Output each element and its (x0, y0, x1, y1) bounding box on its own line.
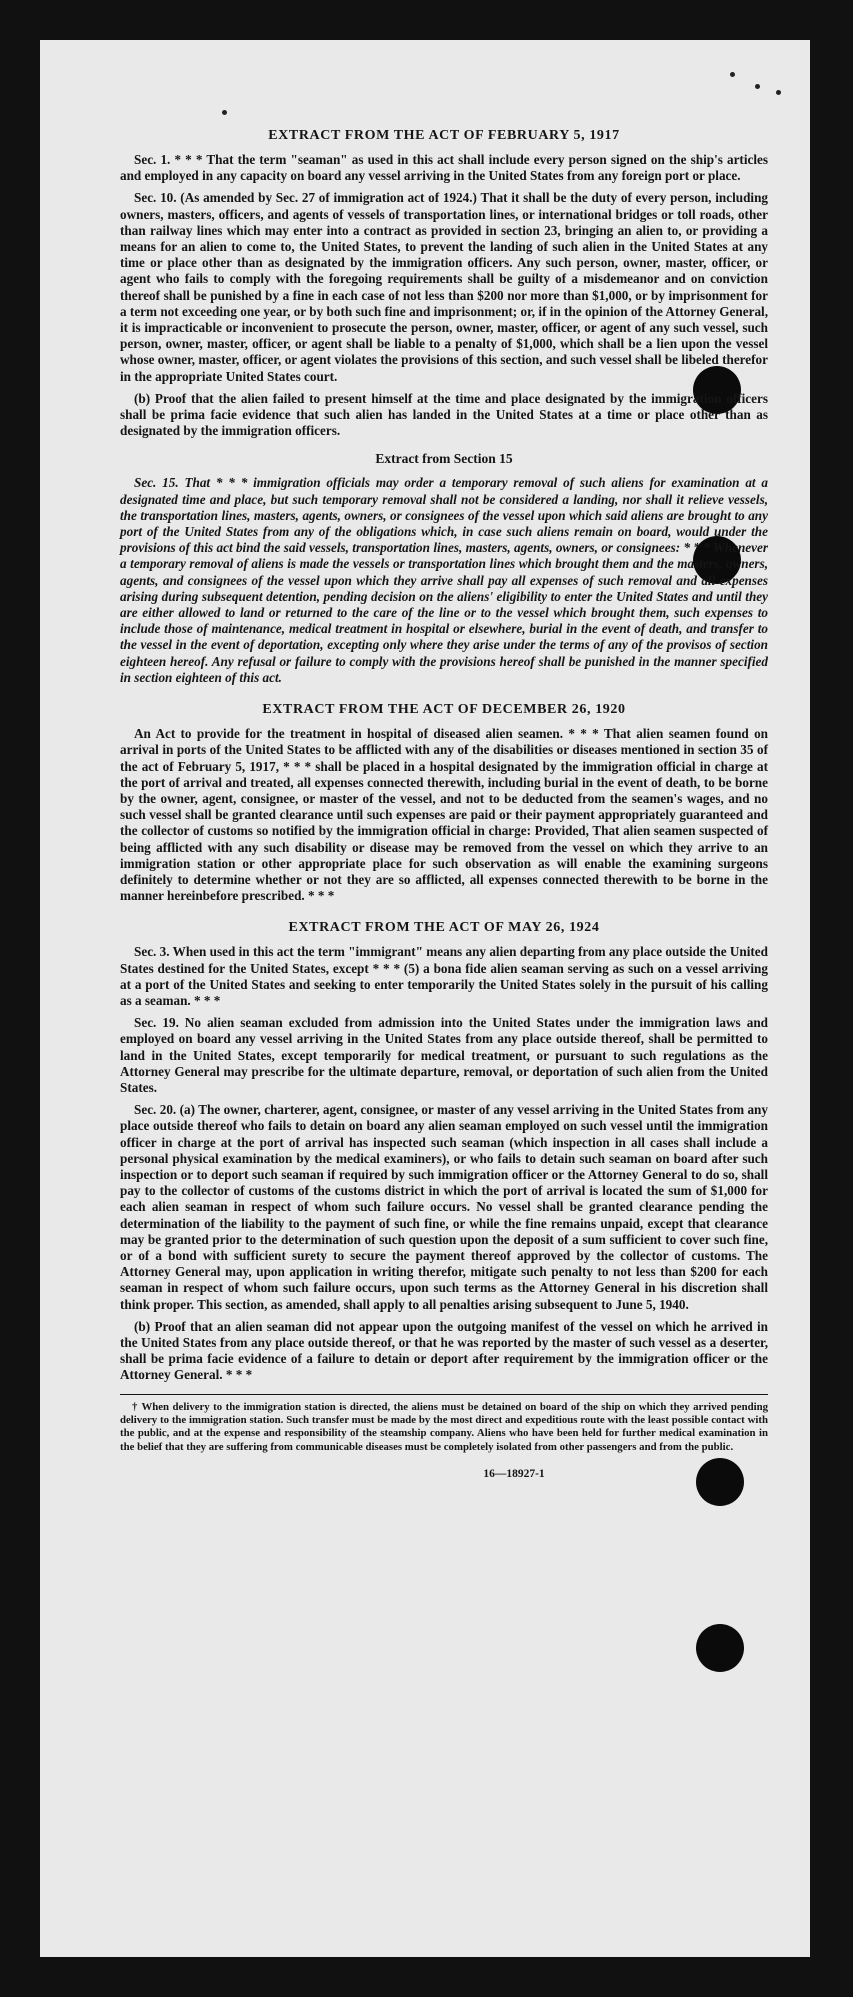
paragraph: Sec. 1. * * * That the term "seaman" as used in this act shall include every person signed on the ship's articles and employed in any capacity on board any vessel arriving in the United States from any foreign port or place. (120, 152, 768, 184)
section-heading: EXTRACT FROM THE ACT OF MAY 26, 1924 (288, 920, 600, 936)
divider (120, 1394, 768, 1395)
paragraph: Sec. 10. (As amended by Sec. 27 of immigration act of 1924.) That it shall be the duty of every person, including owners, masters, officers, and agents of vessels of transportation lines, or international bridges or toll roads, other than railway lines which may enter into a contract as provided in section 23, bringing an alien to, or providing a means for an alien to come to, the United States, to prevent the landing of such alien in the United States at any time or place other than as designated by the immigration officers. Any such person, owner, master, officer, or agent who fails to comply with the foregoing requirements shall be guilty of a misdemeanor and on conviction thereof shall be punished by a fine in each case of not less than $200 nor more than $1,000, or by imprisonment for a term not exceeding one year, or by both such fine and imprisonment; or, if in the opinion of the Attorney General, it is impracticable or inconvenient to prosecute the person, owner, master, officer, or agent of any such vessel, such person, owner, master, officer, or agent shall be liable to a penalty of $1,000, which shall be a lien upon the vessel whose owner, master, officer, or agent violates the provisions of this section, and such vessel shall be libeled therefor in the appropriate United States court. (120, 190, 768, 384)
speck (730, 72, 735, 77)
section-subheading: Extract from Section 15 (375, 451, 513, 467)
document-page (40, 40, 810, 1957)
paragraph: Sec. 15. That * * * immigration officials may order a temporary removal of such aliens for examination at a designated time and place, but such temporary removal shall not be considered a landing, nor shall it relieve vessels, the transportation lines, masters, agents, owners, or consignees of the vessel upon which said aliens are brought to any port of the United States from any of the obligations which, in case such aliens remain on board, would under the provisions of this act bind the said vessels, transportation lines, masters, agents, owners, or consignees: * * * Whenever a temporary removal of aliens is made the vessels or transportation lines which brought them and the masters, owners, agents, and consignees of the vessel upon which they arrive shall pay all expenses of such removal and all expenses arising during subsequent detention, pending decision on the aliens' eligibility to enter the United States and until they are either allowed to land or returned to the care of the line or to the vessel which brought them, such expenses to include those of maintenance, medical treatment in hospital or elsewhere, burial in the event of death, and transfer to the vessel in the event of deportation, excepting only where they arise under the terms of any of the provisos of section eighteen hereof. Any refusal or failure to comply with the provisions hereof shall be punished in the manner specified in section eighteen of this act. (120, 475, 768, 685)
paragraph: (b) Proof that the alien failed to present himself at the time and place designated by the immigration officers shall be prima facie evidence that such alien has landed in the United States at a time or place other than as designated by the immigration officers. (120, 390, 768, 439)
document-body (120, 128, 768, 1480)
speck (776, 90, 781, 95)
section-heading: EXTRACT FROM THE ACT OF DECEMBER 26, 1920 (262, 702, 626, 718)
speck (222, 110, 227, 115)
footnote: † When delivery to the immigration station is directed, the aliens must be detained on board of the ship on which they arrived pending delivery to the immigration station. Such transfer must be made by the most direct and expeditious route with the least possible contact with the public, and at the expense and responsibility of the steamship company. Aliens who have been held for further medical examination in the belief that they are suffering from communicable diseases must be completely isolated from other passengers and from the public. (120, 1400, 768, 1453)
section-heading: EXTRACT FROM THE ACT OF FEBRUARY 5, 1917 (268, 128, 620, 143)
punch-hole (696, 1624, 744, 1672)
speck (755, 84, 760, 89)
paragraph: Sec. 3. When used in this act the term "immigrant" means any alien departing from any place outside the United States destined for the United States, except * * * (5) a bona fide alien seaman serving as such on a vessel arriving at a port of the United States and seeking to enter temporarily the United States solely in the pursuit of his calling as a seaman. * * * (120, 944, 768, 1008)
paragraph: Sec. 19. No alien seaman excluded from admission into the United States under the immigration laws and employed on board any vessel arriving in the United States from any place outside thereof, shall be permitted to land in the United States, except temporarily for medical treatment, or pursuant to such regulations as the Attorney General may prescribe for the ultimate departure, removal, or deportation of such alien from the United States. (120, 1015, 768, 1095)
paragraph: Sec. 20. (a) The owner, charterer, agent, consignee, or master of any vessel arriving in the United States from any place outside thereof who fails to detain on board any alien seaman employed on such vessel until the immigration officer in charge at the port of arrival has inspected such seaman (which inspection in all cases shall include a personal physical examination by the medical examiners), or who fails to detain such seaman on board after such inspection or to deport such seaman if required by such immigration officer or the Attorney General to do so, shall pay to the collector of customs of the customs district in which the port of arrival is located the sum of $1,000 for each alien seaman in respect of whom such failure occurs. No vessel shall be granted clearance pending the determination of the liability to the payment of such fine, or while the fine remains unpaid, except that clearance may be granted prior to the determination of such question upon the deposit of a sum sufficient to cover such fine, or of a bond with sufficient surety to secure the payment thereof approved by the collector of customs. The Attorney General may, upon application in writing therefor, mitigate such penalty to not less than $200 for each seaman in respect of whom such failure occurs, upon such terms as the Attorney General in his discretion shall think proper. This section, as amended, shall apply to all penalties arising subsequent to June 5, 1940. (120, 1102, 768, 1312)
paragraph: (b) Proof that an alien seaman did not appear upon the outgoing manifest of the vessel on which he arrived in the United States from any place outside thereof, or that he was reported by the master of such vessel as a deserter, shall be prima facie evidence of a failure to detain or deport after requirement by the immigration officer or the Attorney General. * * * (120, 1318, 768, 1383)
form-number: 16—18927-1 (483, 1468, 545, 1481)
paragraph: An Act to provide for the treatment in hospital of diseased alien seamen. * * * That alien seamen found on arrival in ports of the United States to be afflicted with any of the disabilities or diseases mentioned in section 35 of the act of February 5, 1917, * * * shall be placed in a hospital designated by the immigration official in charge at the port of arrival and treated, all expenses connected therewith, including burial in the event of death, to be borne by the owner, agent, consignee, or master of the vessel, and not to be deducted from the seamen's wages, and no such vessel shall be granted clearance until such expenses are paid or their payment appropriately guaranteed and the collector of customs so notified by the immigration official in charge: Provided, That alien seamen suspected of being afflicted with any such disability or disease may be removed from the vessel on which they arrive to an immigration station or other appropriate place for such observation as will enable the examining surgeons definitely to determine whether or not they are so afflicted, all expenses connected therewith to be borne in the manner hereinbefore prescribed. * * * (120, 726, 768, 904)
